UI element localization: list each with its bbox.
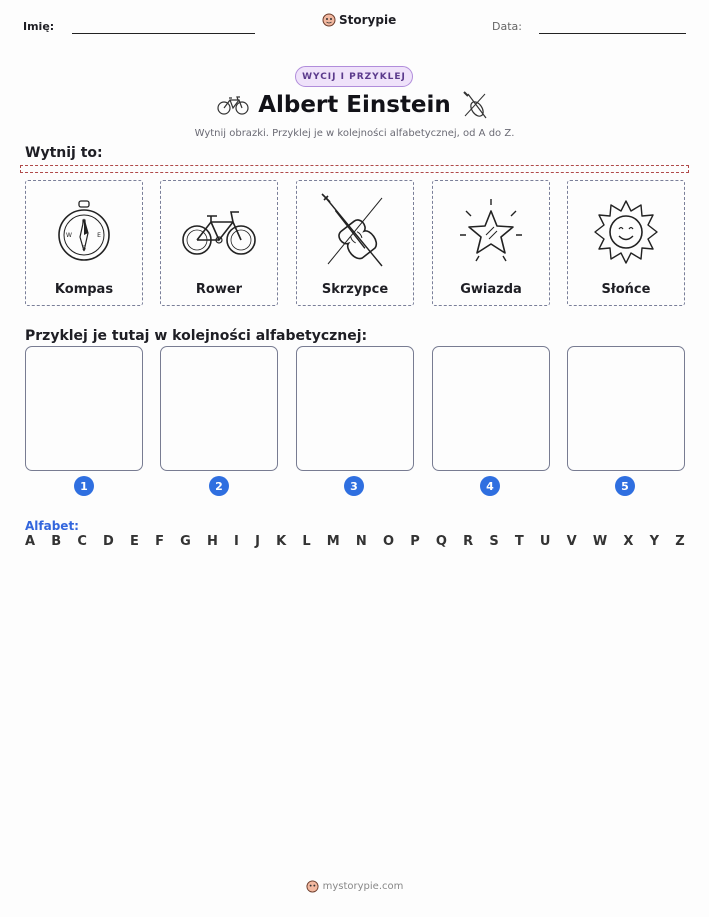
- alphabet-letter: S: [489, 534, 499, 549]
- name-label: Imię:: [23, 20, 55, 33]
- alphabet-letter: N: [355, 534, 367, 549]
- card-label: Słońce: [601, 282, 651, 297]
- alphabet-letter: Q: [435, 534, 447, 549]
- card-label: Kompas: [54, 282, 114, 297]
- slot-number-badge: 3: [344, 476, 364, 496]
- violin-icon: [320, 192, 390, 272]
- svg-text:N: N: [81, 219, 87, 226]
- alphabet-letter: X: [623, 534, 634, 549]
- footer: [0, 880, 709, 893]
- cutout-card-bicycle[interactable]: [160, 180, 278, 306]
- alphabet-letter: K: [276, 534, 287, 549]
- brand-name: Storypie: [339, 13, 397, 27]
- slot-number-badge: 1: [74, 476, 94, 496]
- storypie-logo-icon: [306, 880, 319, 893]
- page-title: Albert Einstein: [258, 92, 451, 118]
- alphabet-letter: R: [463, 534, 474, 549]
- alphabet-letter: F: [155, 534, 164, 549]
- cut-heading: Wytnij to:: [25, 145, 103, 161]
- compass-icon: [54, 197, 114, 267]
- date-field-line[interactable]: [539, 33, 686, 34]
- alphabet-letter: H: [206, 534, 218, 549]
- slot-number-badge: 4: [480, 476, 500, 496]
- alphabet-letter: D: [103, 534, 114, 549]
- paste-heading: Przyklej je tutaj w kolejności alfabetycznej:: [25, 328, 368, 344]
- paste-slot-1[interactable]: [25, 346, 143, 471]
- star-icon: [456, 197, 526, 267]
- alphabet-letter: Z: [675, 534, 685, 549]
- storypie-logo-icon: [322, 13, 336, 27]
- svg-text:E: E: [97, 232, 101, 239]
- card-label: Rower: [195, 282, 243, 297]
- date-label: Data:: [492, 20, 522, 33]
- instructions: Wytnij obrazki. Przyklej je w kolejności alfabetycznej, od A do Z.: [194, 128, 515, 139]
- alphabet-letter: I: [234, 534, 239, 549]
- alphabet-letter: W: [592, 534, 608, 549]
- alphabet-letter: T: [514, 534, 524, 549]
- alphabet-label: Alfabet:: [25, 519, 79, 533]
- alphabet-letter: O: [382, 534, 395, 549]
- cutout-card-sun[interactable]: [567, 180, 685, 306]
- card-label: Gwiazda: [460, 282, 522, 297]
- violin-icon: [460, 90, 490, 122]
- alphabet-letter: A: [25, 534, 36, 549]
- sun-icon: [591, 197, 661, 267]
- alphabet-letter: V: [566, 534, 577, 549]
- card-label: Skrzypce: [321, 282, 389, 297]
- paste-slot-2[interactable]: [160, 346, 278, 471]
- paste-slot-5[interactable]: [567, 346, 685, 471]
- cutout-card-compass[interactable]: [25, 180, 143, 306]
- alphabet-letter: E: [130, 534, 139, 549]
- slot-number-badge: 5: [615, 476, 635, 496]
- bicycle-icon: [181, 204, 257, 260]
- name-field-line[interactable]: [72, 33, 255, 34]
- svg-text:W: W: [66, 232, 72, 239]
- slot-number-badge: 2: [209, 476, 229, 496]
- alphabet-letter: J: [255, 534, 260, 549]
- paste-slot-3[interactable]: [296, 346, 414, 471]
- alphabet-row: [25, 534, 685, 549]
- alphabet-letter: M: [326, 534, 340, 549]
- brand-logo: [322, 13, 396, 27]
- alphabet-letter: B: [51, 534, 62, 549]
- paste-slot-4[interactable]: [432, 346, 550, 471]
- alphabet-letter: P: [410, 534, 420, 549]
- alphabet-letter: C: [77, 534, 87, 549]
- activity-badge: WYCIJ I PRZYKLEJ: [295, 66, 413, 87]
- cutout-card-star[interactable]: [432, 180, 550, 306]
- alphabet-letter: Y: [649, 534, 660, 549]
- alphabet-letter: U: [539, 534, 551, 549]
- cut-line: [20, 165, 689, 173]
- cutout-card-violin[interactable]: [296, 180, 414, 306]
- svg-text:S: S: [82, 245, 86, 252]
- alphabet-letter: G: [180, 534, 191, 549]
- footer-url[interactable]: mystorypie.com: [322, 881, 404, 892]
- alphabet-letter: L: [302, 534, 311, 549]
